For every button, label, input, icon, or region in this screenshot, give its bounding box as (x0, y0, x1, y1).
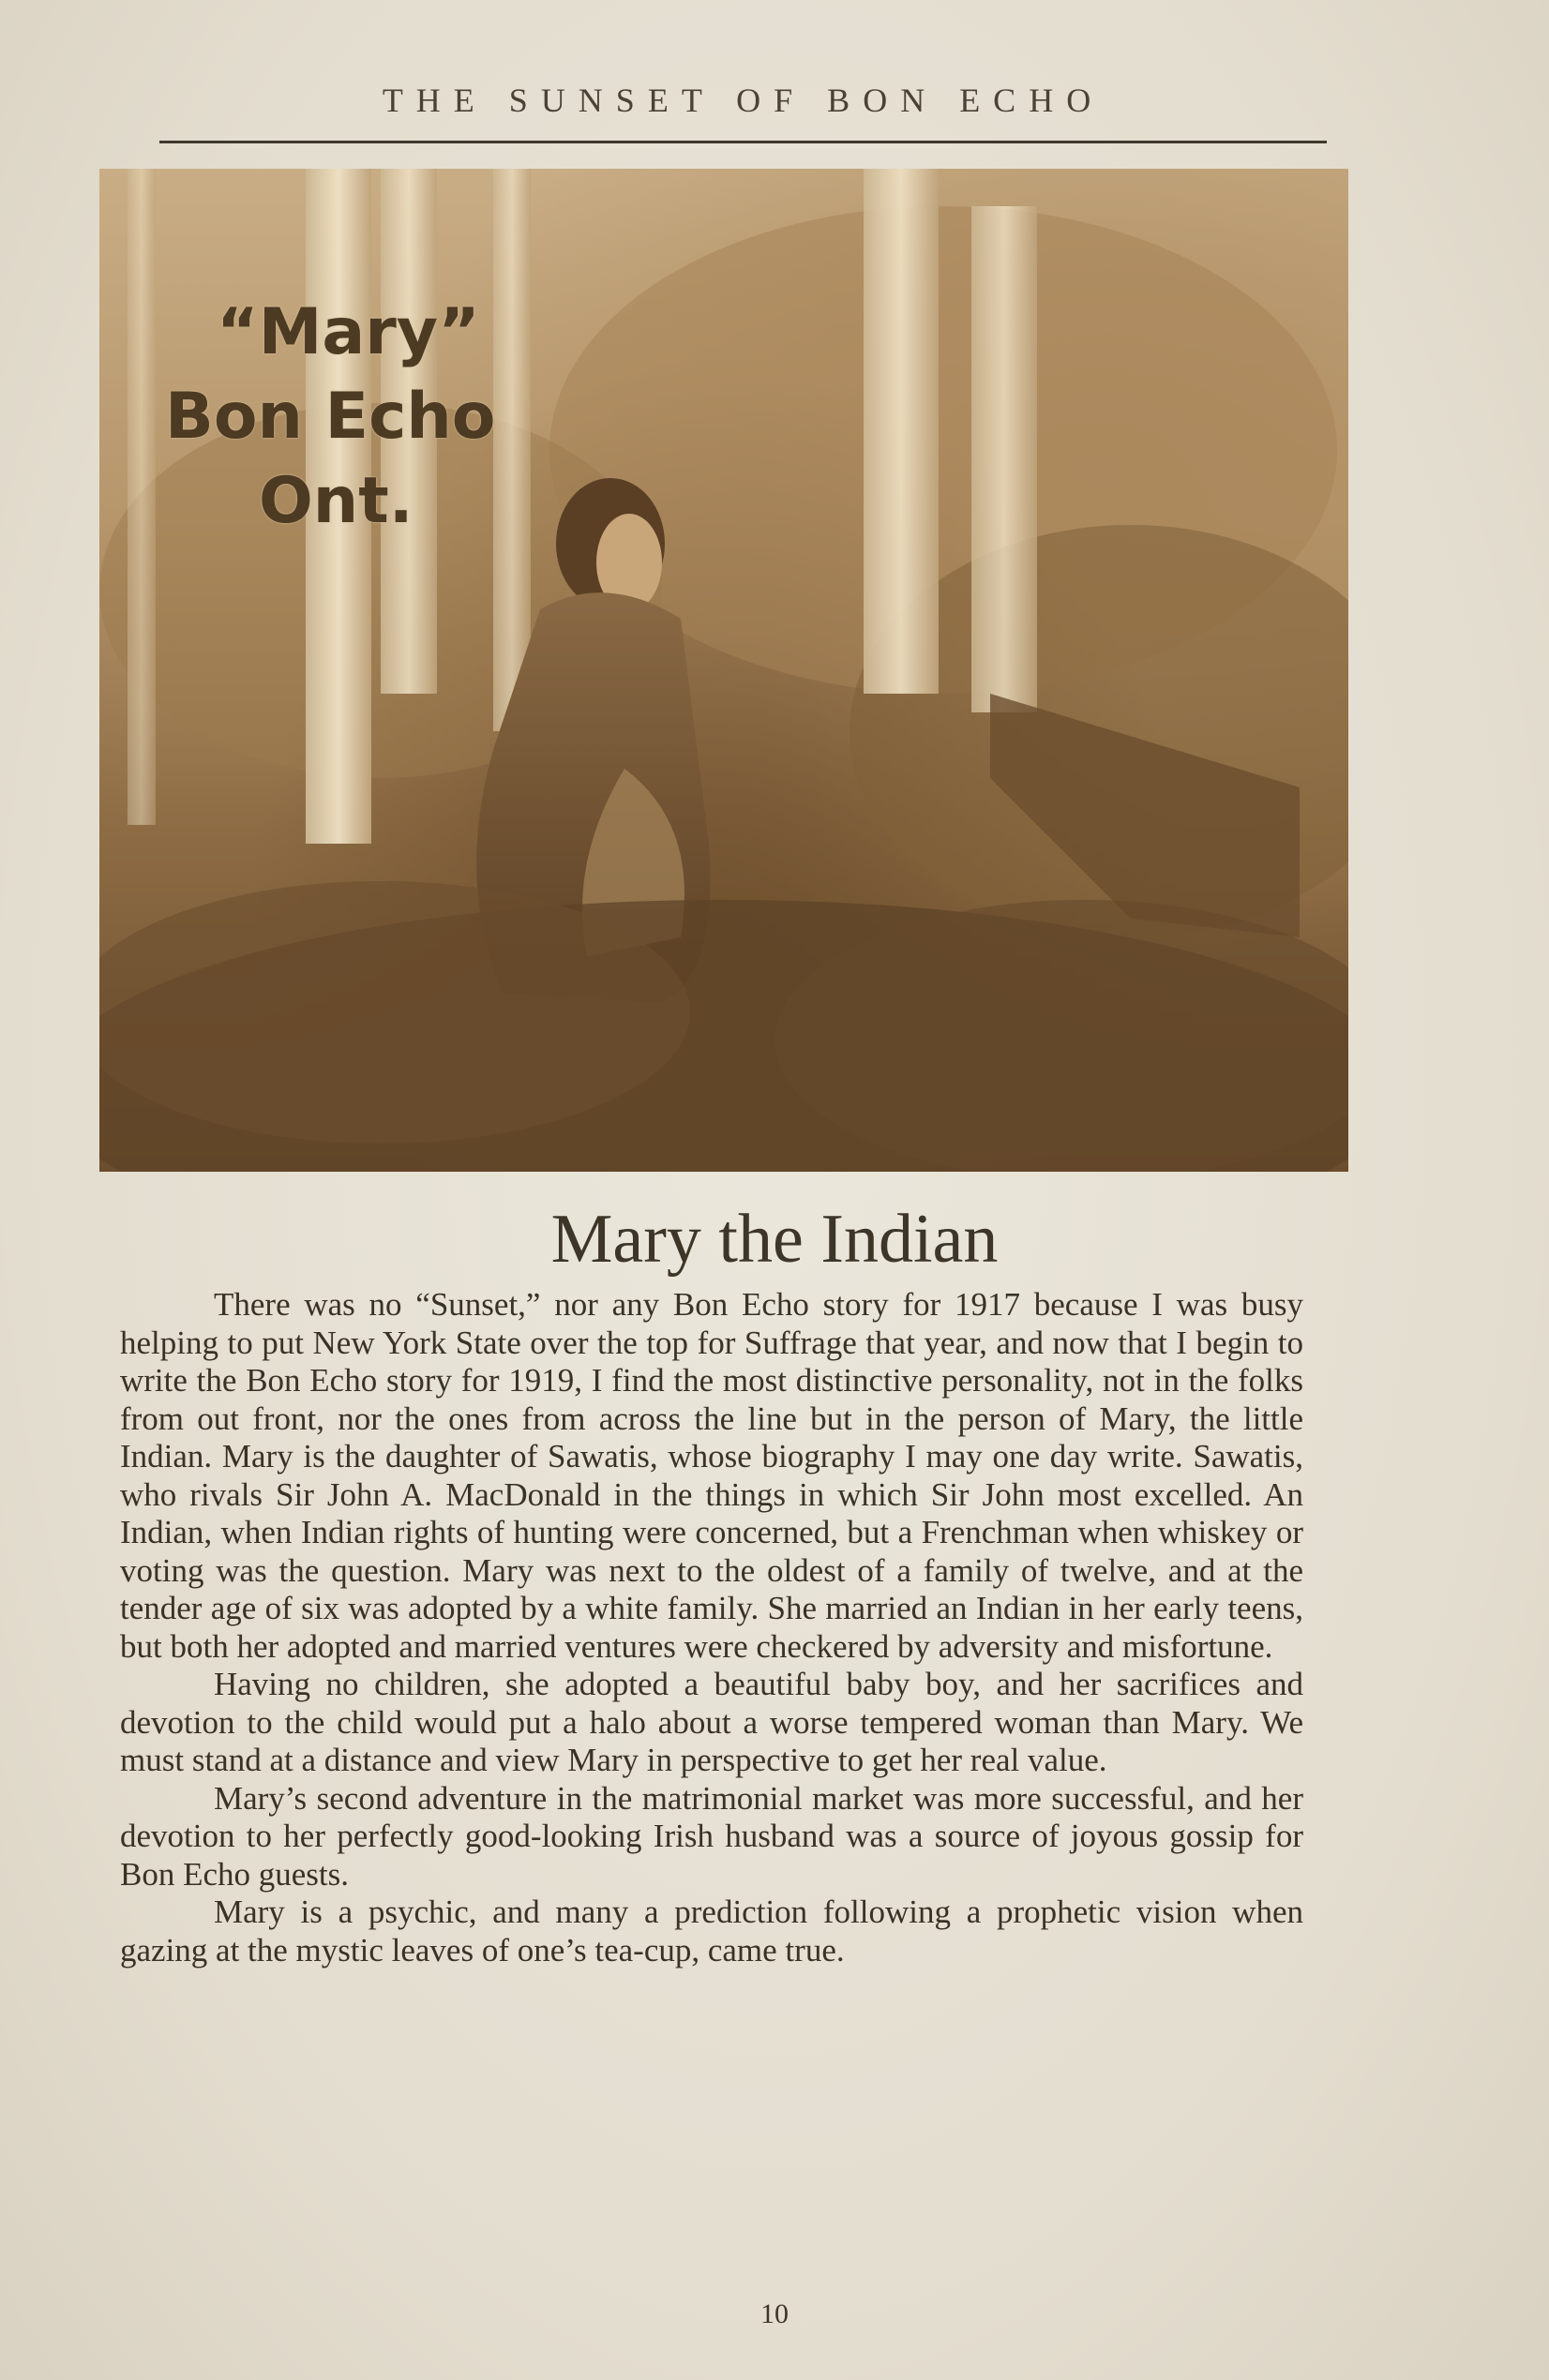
article-title: Mary the Indian (550, 1201, 999, 1278)
paragraph: Mary is a psychic, and many a prediction following a prophetic vision when gazing at the mystic leaves of one’s tea-cup, came true. (120, 1894, 1303, 1968)
header-rule (159, 141, 1327, 143)
page-number: 10 (760, 2298, 789, 2329)
paragraph: There was no “Sunset,” nor any Bon Echo story for 1917 because I was busy helping to put New York State over the top for Suffrage that year, and now that I begin to write the Bon Echo story for 1919, I find the most distinctive personality, not in the folks from out front, nor the ones from across the line but in the person of Mary, the little Indian. Mary is the daughter of Sawatis, whose biography I may one day write. Sawatis, who rivals Sir John A. MacDonald in the things in which Sir John most excelled. An Indian, when Indian rights of hunting were concerned, but a Frenchman when whiskey or voting was the question. Mary was next to the oldest of a family of twelve, and at the tender age of six was adopted by a white family. She married an Indian in her early teens, but both her adopted and married ventures were checkered by adversity and misfortune. (120, 1286, 1303, 1665)
running-head: THE SUNSET OF BON ECHO (382, 82, 1105, 119)
photo-caption (165, 291, 496, 544)
paragraph: Having no children, she adopted a beautiful baby boy, and her sacrifices and devotion to the child would put a halo about a worse tempered woman than Mary. We must stand at a distance and view Mary in perspective to get her real value. (120, 1666, 1303, 1778)
article-body (120, 1286, 1303, 1969)
photo-caption-line: Bon Echo (165, 380, 496, 454)
photo-caption-line: Ont. (259, 464, 414, 538)
photograph (99, 169, 1348, 1172)
photo-caption-line: “Mary” (217, 295, 480, 369)
paragraph: Mary’s second adventure in the matrimonial market was more successful, and her devotion to her perfectly good-looking Irish husband was a source of joyous gossip for Bon Echo guests. (120, 1779, 1303, 1893)
